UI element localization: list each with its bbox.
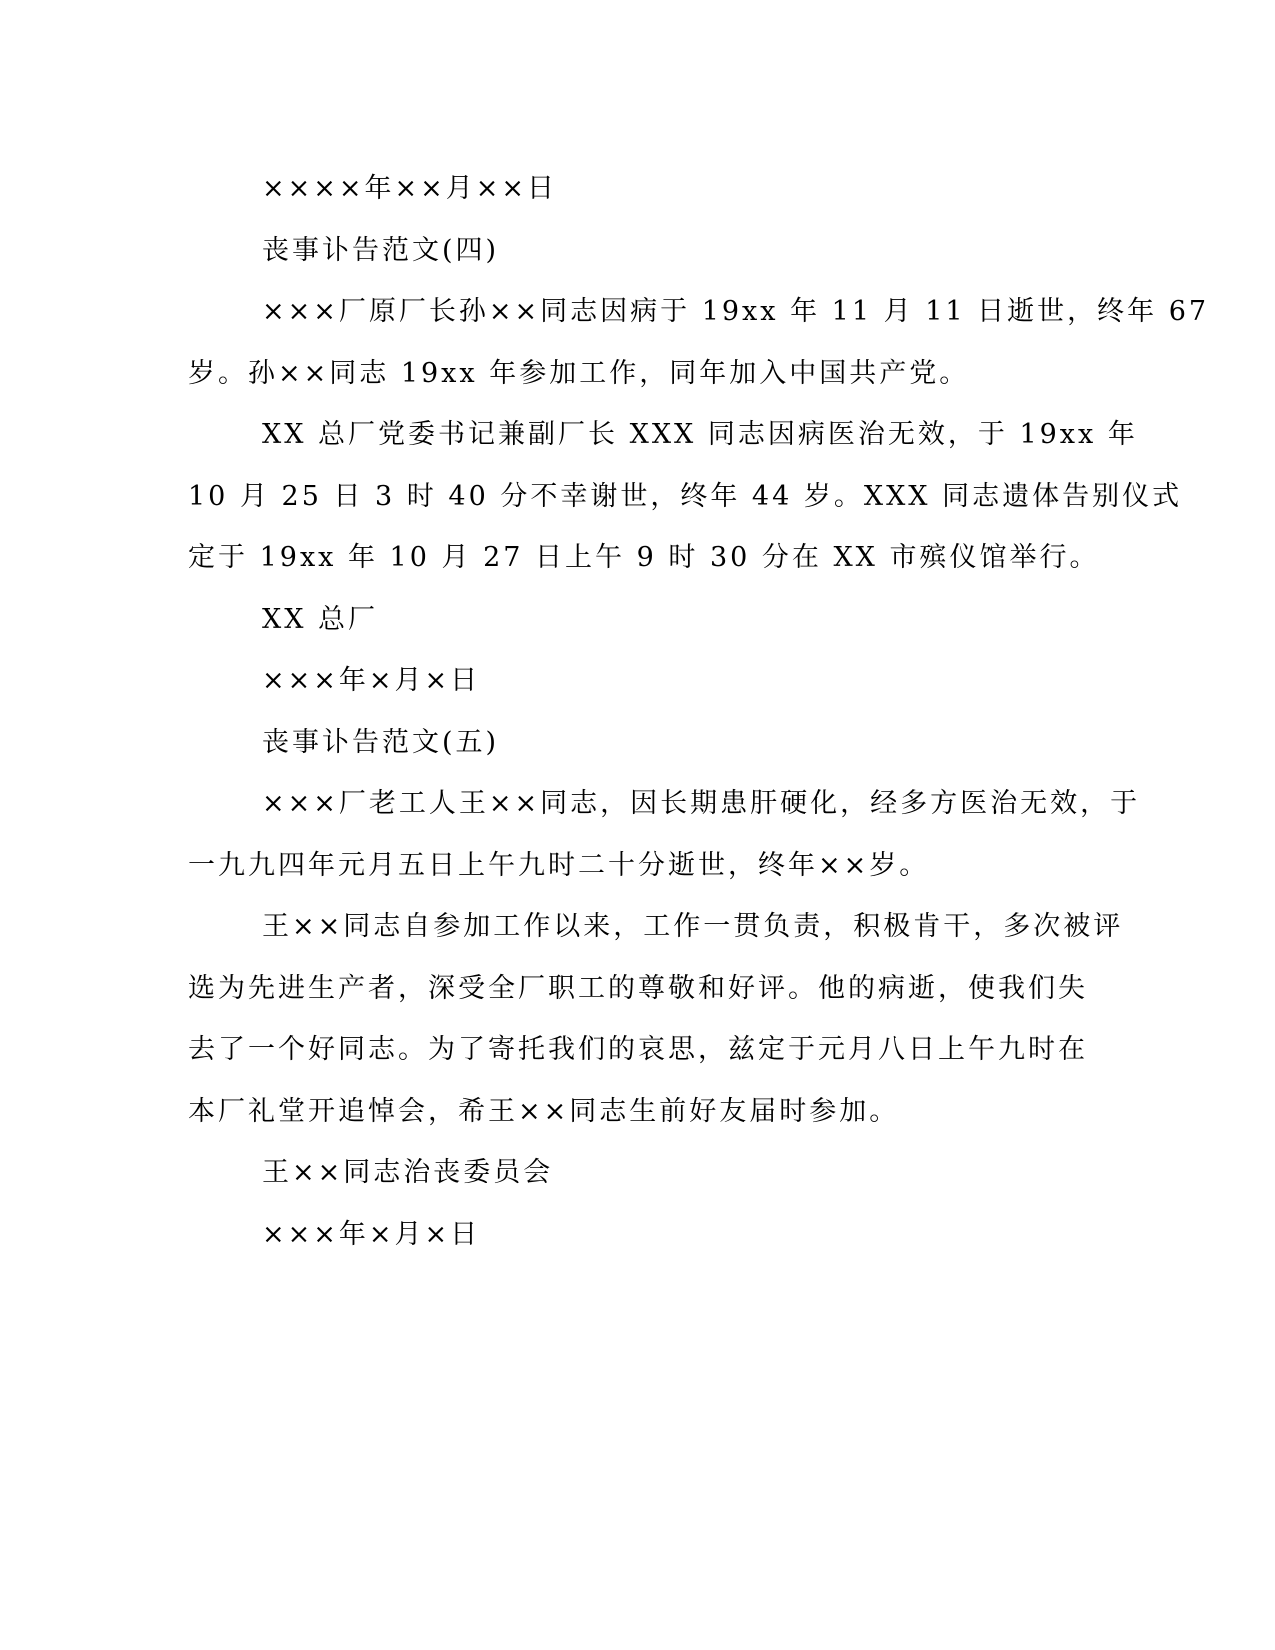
paragraph	[188, 773, 1141, 896]
text-line: 10 月 25 日 3 时 40 分不幸谢世，终年 44 岁。XXX 同志遗体告别仪式	[188, 480, 1183, 512]
date-line	[188, 1204, 1078, 1266]
text-line: 王××同志自参加工作以来，工作一贯负责，积极肯干，多次被评	[262, 911, 1124, 942]
text-line: ×××年×月×日	[262, 1218, 481, 1250]
document-body	[188, 158, 1210, 1265]
text-line: ××××年××月××日	[262, 173, 557, 204]
paragraph	[188, 281, 1210, 404]
text-line: 本厂礼堂开追悼会，希王××同志生前好友届时参加。	[188, 1095, 900, 1127]
paragraph	[188, 404, 1183, 589]
text-line: 选为先进生产者，深受全厂职工的尊敬和好评。他的病逝，使我们失	[188, 972, 1088, 1004]
text-line: 丧事讣告范文(五)	[262, 726, 500, 758]
section-title	[188, 712, 1078, 774]
section-title	[188, 220, 1078, 282]
text-line: 丧事讣告范文(四)	[262, 234, 500, 266]
text-line: 王××同志治丧委员会	[262, 1157, 554, 1188]
text-line: 去了一个好同志。为了寄托我们的哀思，兹定于元月八日上午九时在	[188, 1034, 1088, 1065]
text-line: ×××厂老工人王××同志，因长期患肝硬化，经多方医治无效，于	[262, 788, 1141, 819]
text-line: 定于 19xx 年 10 月 27 日上午 9 时 30 分在 XX 市殡仪馆举行。	[188, 542, 1100, 573]
signature-committee	[188, 1142, 1078, 1204]
text-line: XX 总厂	[262, 603, 379, 635]
text-line: XX 总厂党委书记兼副厂长 XXX 同志因病医治无效，于 19xx 年	[262, 419, 1138, 450]
date-line	[188, 650, 1078, 712]
signature-org	[188, 589, 1078, 651]
paragraph	[188, 896, 1124, 1142]
text-line: ×××年×月×日	[262, 665, 481, 696]
text-line: 岁。孙××同志 19xx 年参加工作，同年加入中国共产党。	[188, 357, 970, 389]
text-line: ×××厂原厂长孙××同志因病于 19xx 年 11 月 11 日逝世，终年 67	[262, 296, 1210, 327]
date-line	[188, 158, 1078, 220]
text-line: 一九九四年元月五日上午九时二十分逝世，终年××岁。	[188, 849, 930, 881]
